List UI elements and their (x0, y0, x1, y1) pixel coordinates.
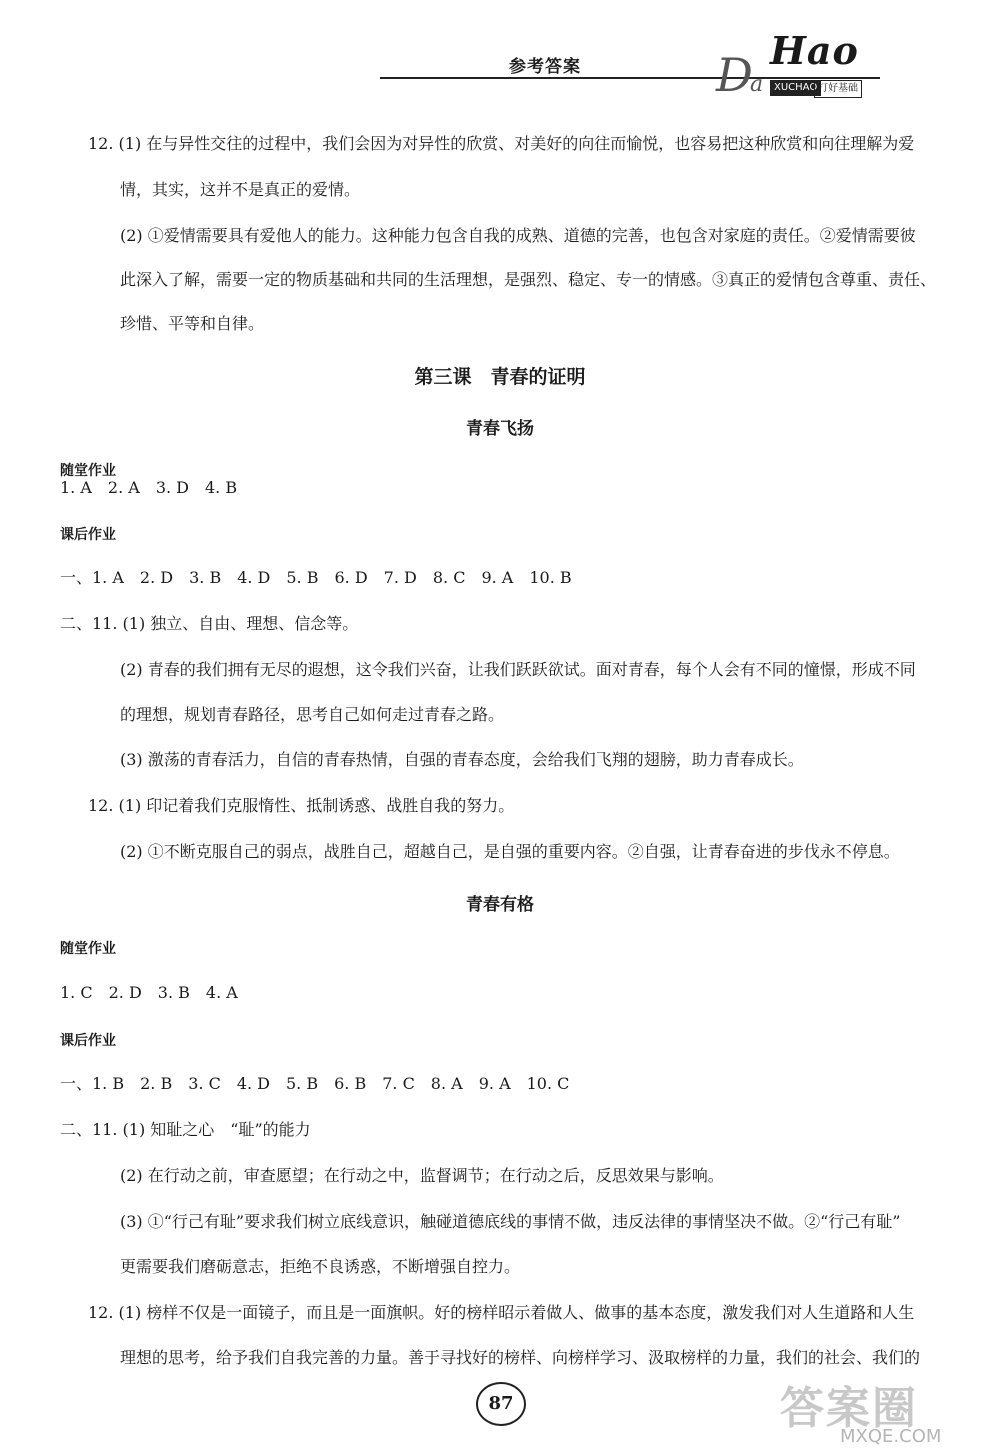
watermark (780, 1372, 990, 1450)
answer-line: 珍惜、平等和自律。 (120, 314, 265, 333)
page-header (0, 0, 1000, 100)
home-work-heading: 课后作业 (60, 527, 116, 543)
section-title: 青春飞扬 (466, 419, 534, 439)
answer-line: 12. (1) 印记着我们克服惰性、抵制诱惑、战胜自我的努力。 (88, 796, 515, 815)
watermark-url: MXQE.COM (840, 1426, 942, 1447)
watermark-text: 答案圈 (780, 1383, 918, 1434)
header-title: 参考答案 (509, 57, 581, 77)
class-work-heading: 随堂作业 (60, 463, 116, 479)
answer-line: (2) 青春的我们拥有无尽的遐想，这令我们兴奋，让我们跃跃欲试。面对青春，每个人会有不同的憧憬，形成不同 (120, 660, 916, 679)
answer-line: (3) 激荡的青春活力，自信的青春热情，自强的青春态度，会给我们飞翔的翅膀，助力青春成长。 (120, 750, 804, 769)
logo-letter-a: a (750, 72, 764, 97)
answer-line: (3) ①“行己有耻”要求我们树立底线意识，触碰道德底线的事情不做，违反法律的事情坚决不做。②“行己有耻” (120, 1212, 901, 1231)
answer-line: 12. (1) 榜样不仅是一面镜子，而且是一面旗帜。好的榜样昭示着做人、做事的基本态度，激发我们对人生道路和人生 (88, 1303, 915, 1322)
logo-badge: XUCHAO (770, 80, 821, 96)
answer-line: (2) 在行动之前，审查愿望；在行动之中，监督调节；在行动之后，反思效果与影响。 (120, 1166, 724, 1185)
answer-line: 一、1. B 2. B 3. C 4. D 5. B 6. B 7. C 8. A 9. A 10. C (60, 1074, 570, 1093)
page-number: 87 (476, 1382, 526, 1426)
answer-line: (2) ①爱情需要具有爱他人的能力。这种能力包含自我的成熟、道德的完善，也包含对家庭的责任。②爱情需要彼 (120, 226, 916, 245)
brand-logo (710, 28, 910, 100)
answer-line: 情，其实，这并不是真正的爱情。 (120, 180, 361, 199)
home-work-heading: 课后作业 (60, 1033, 116, 1049)
answer-line: 二、11. (1) 独立、自由、理想、信念等。 (60, 614, 359, 633)
answer-line: 此深入了解，需要一定的物质基础和共同的生活理想，是强烈、稳定、专一的情感。③真正的爱情包含尊重、责任、 (120, 270, 937, 289)
answer-line: 1. A 2. A 3. D 4. B (60, 478, 238, 497)
answer-line: (2) ①不断克服自己的弱点，战胜自己，超越自己，是自强的重要内容。②自强，让青春奋进的步伐永不停息。 (120, 842, 900, 861)
logo-letter-d: D (716, 48, 753, 102)
lesson-title: 第三课 青春的证明 (414, 366, 586, 388)
answer-line: 二、11. (1) 知耻之心 “耻”的能力 (60, 1120, 311, 1139)
answer-line: 一、1. A 2. D 3. B 4. D 5. B 6. D 7. D 8. C 9. A 10. B (60, 568, 572, 587)
section-title: 青春有格 (466, 895, 534, 915)
logo-tag: 打好基础 (814, 80, 862, 98)
class-work-heading: 随堂作业 (60, 941, 116, 957)
answer-line: 更需要我们磨砺意志，拒绝不良诱惑，不断增强自控力。 (120, 1257, 521, 1276)
answer-line: 理想的思考，给予我们自我完善的力量。善于寻找好的榜样、向榜样学习、汲取榜样的力量，我们的社会、我们的 (120, 1348, 921, 1367)
answer-line: 的理想，规划青春路径，思考自己如何走过青春之路。 (120, 705, 505, 724)
answer-line: 12. (1) 在与异性交往的过程中，我们会因为对异性的欣赏、对美好的向往而愉悦，也容易把这种欣赏和向往理解为爱 (88, 134, 915, 153)
logo-hao: Hao (770, 28, 859, 73)
answer-line: 1. C 2. D 3. B 4. A (60, 983, 238, 1002)
